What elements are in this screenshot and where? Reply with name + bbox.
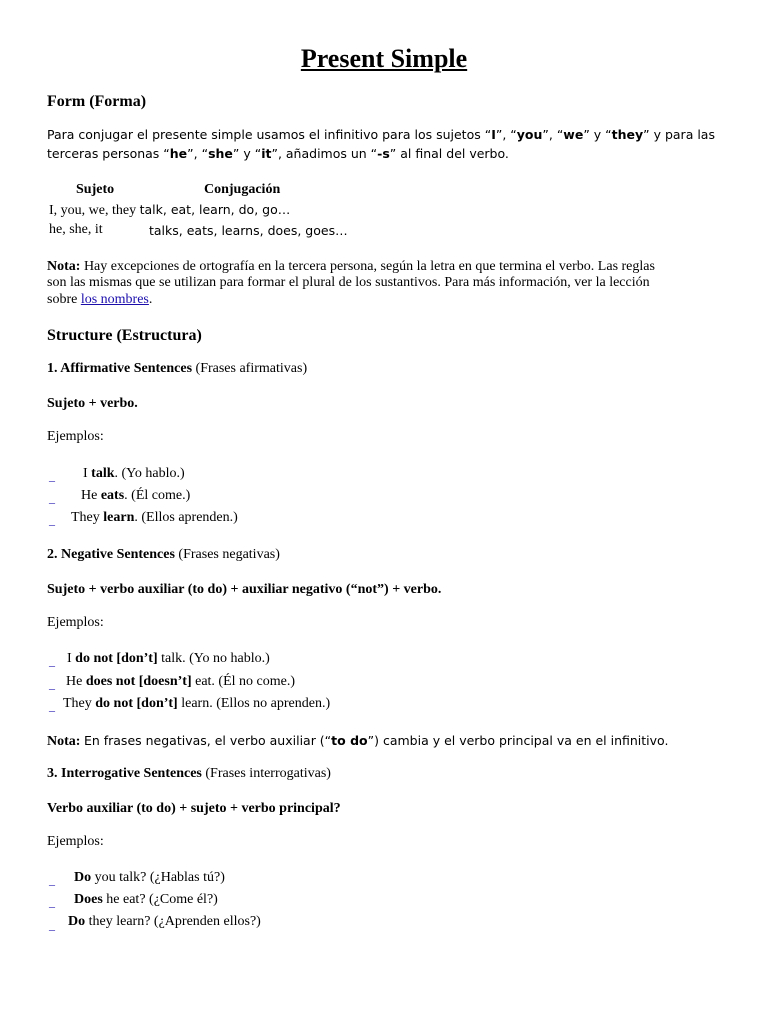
example-verb: do not [don’t] bbox=[75, 651, 158, 666]
table-row-2-subject: he, she, it bbox=[49, 222, 103, 237]
example-text: . (Él come.) bbox=[124, 488, 191, 503]
negative-example-3 bbox=[63, 696, 330, 712]
affirmative-examples-label: Ejemplos: bbox=[47, 429, 104, 444]
interrogative-example-3 bbox=[68, 914, 261, 930]
table-row-1 bbox=[49, 202, 290, 219]
bullet-icon: _ bbox=[49, 895, 55, 909]
negative-label-es: (Frases negativas) bbox=[178, 547, 280, 562]
affirmative-formula: Sujeto + verbo. bbox=[47, 396, 138, 411]
affirmative-label-es: (Frases afirmativas) bbox=[195, 361, 308, 376]
example-verb: Does bbox=[74, 892, 103, 907]
interrogative-formula: Verbo auxiliar (to do) + sujeto + verbo principal? bbox=[47, 801, 341, 816]
note-label: Nota: bbox=[47, 259, 81, 274]
row-subject: I, you, we, they bbox=[49, 203, 137, 218]
affirmative-example-3 bbox=[71, 510, 238, 526]
negative-examples-label: Ejemplos: bbox=[47, 615, 104, 630]
example-text: I bbox=[83, 466, 88, 481]
example-text: They bbox=[63, 696, 92, 711]
intro-text: ” al final del verbo. bbox=[389, 146, 509, 161]
example-text: talk. (Yo no hablo.) bbox=[161, 651, 270, 666]
los-nombres-link[interactable]: los nombres bbox=[80, 292, 149, 307]
affirmative-heading bbox=[47, 361, 307, 377]
intro-text: ”, “ bbox=[495, 127, 517, 142]
example-text: he eat? (¿Come él?) bbox=[106, 892, 218, 907]
note-bold: to do bbox=[331, 733, 368, 748]
form-intro-line1 bbox=[47, 127, 715, 142]
negative-example-1 bbox=[67, 651, 270, 667]
bullet-icon: _ bbox=[49, 873, 55, 887]
form-intro-line2 bbox=[47, 146, 509, 161]
intro-subject-it: it bbox=[261, 146, 272, 161]
intro-subject-we: we bbox=[563, 127, 584, 142]
example-verb: talk bbox=[91, 466, 115, 481]
example-text: He bbox=[66, 674, 83, 689]
bullet-icon: _ bbox=[49, 699, 55, 713]
structure-heading: Structure (Estructura) bbox=[47, 327, 202, 344]
example-verb: Do bbox=[74, 870, 92, 885]
row-conjugation: talk, eat, learn, do, go… bbox=[139, 202, 291, 217]
page-title: Present Simple bbox=[300, 44, 468, 73]
negative-example-2 bbox=[66, 674, 295, 690]
example-verb: does not [doesn’t] bbox=[85, 674, 192, 689]
intro-text: ”, “ bbox=[187, 146, 209, 161]
intro-text: terceras personas “ bbox=[47, 146, 170, 161]
bullet-icon: _ bbox=[49, 469, 55, 483]
interrogative-examples-label: Ejemplos: bbox=[47, 834, 104, 849]
example-text: you talk? (¿Hablas tú?) bbox=[94, 870, 225, 885]
example-text: . (Yo hablo.) bbox=[114, 466, 185, 481]
example-verb: eats bbox=[100, 488, 125, 503]
bullet-icon: _ bbox=[49, 513, 55, 527]
example-text: . (Ellos aprenden.) bbox=[134, 510, 238, 525]
bullet-icon: _ bbox=[49, 654, 55, 668]
intro-text: ” y “ bbox=[583, 127, 612, 142]
intro-text: ”, añadimos un “ bbox=[271, 146, 378, 161]
example-text: learn. (Ellos no aprenden.) bbox=[181, 696, 331, 711]
form-note-line1 bbox=[47, 259, 655, 275]
note-text: . bbox=[148, 292, 153, 307]
interrogative-label-es: (Frases interrogativas) bbox=[205, 766, 331, 781]
interrogative-example-2 bbox=[74, 892, 218, 908]
note-text: sobre bbox=[47, 292, 78, 307]
bullet-icon: _ bbox=[49, 918, 55, 932]
example-text: eat. (Él no come.) bbox=[195, 674, 296, 689]
interrogative-example-1 bbox=[74, 870, 225, 886]
intro-text: Para conjugar el presente simple usamos el infinitivo para los sujetos “ bbox=[47, 127, 492, 142]
example-text: they learn? (¿Aprenden ellos?) bbox=[88, 914, 261, 929]
note-label: Nota: bbox=[47, 734, 81, 749]
form-note-line3 bbox=[47, 292, 152, 308]
example-verb: learn bbox=[103, 510, 135, 525]
intro-subject-i: I bbox=[491, 127, 496, 142]
note-text: ”) cambia y el verbo principal va en el infinitivo. bbox=[367, 733, 669, 748]
interrogative-heading bbox=[47, 766, 331, 782]
note-text: Hay excepciones de ortografía en la tercera persona, según la letra en que termina el verbo. Las reglas bbox=[83, 259, 655, 274]
example-verb: do not [don’t] bbox=[95, 696, 178, 711]
intro-subject-he: he bbox=[169, 146, 188, 161]
affirmative-example-2 bbox=[81, 488, 190, 504]
form-heading: Form (Forma) bbox=[47, 93, 147, 110]
bullet-icon: _ bbox=[49, 491, 55, 505]
intro-text: ”, “ bbox=[542, 127, 564, 142]
negative-note bbox=[47, 733, 668, 750]
intro-subject-they: they bbox=[611, 127, 644, 142]
affirmative-label: 1. Affirmative Sentences bbox=[47, 361, 193, 376]
example-verb: Do bbox=[68, 914, 86, 929]
intro-text: ” y para las bbox=[643, 127, 715, 142]
table-header-sujeto: Sujeto bbox=[76, 182, 115, 197]
table-row-2-conjugation: talks, eats, learns, does, goes… bbox=[149, 223, 348, 238]
interrogative-label: 3. Interrogative Sentences bbox=[47, 766, 202, 781]
affirmative-example-1 bbox=[83, 466, 185, 482]
form-note-line2: son las mismas que se utilizan para formar el plural de los sustantivos. Para más información, ver la lección bbox=[47, 275, 650, 290]
bullet-icon: _ bbox=[49, 677, 55, 691]
table-header-conjugacion: Conjugación bbox=[204, 182, 281, 197]
example-text: He bbox=[81, 488, 98, 503]
note-text: En frases negativas, el verbo auxiliar (“ bbox=[83, 733, 332, 748]
intro-subject-she: she bbox=[208, 146, 233, 161]
negative-heading bbox=[47, 547, 280, 563]
example-text: They bbox=[71, 510, 100, 525]
intro-suffix-s: -s bbox=[377, 146, 390, 161]
intro-text: ” y “ bbox=[232, 146, 262, 161]
intro-subject-you: you bbox=[516, 127, 543, 142]
example-text: I bbox=[67, 651, 72, 666]
negative-label: 2. Negative Sentences bbox=[47, 547, 175, 562]
negative-formula: Sujeto + verbo auxiliar (to do) + auxiliar negativo (“not”) + verbo. bbox=[47, 582, 442, 597]
